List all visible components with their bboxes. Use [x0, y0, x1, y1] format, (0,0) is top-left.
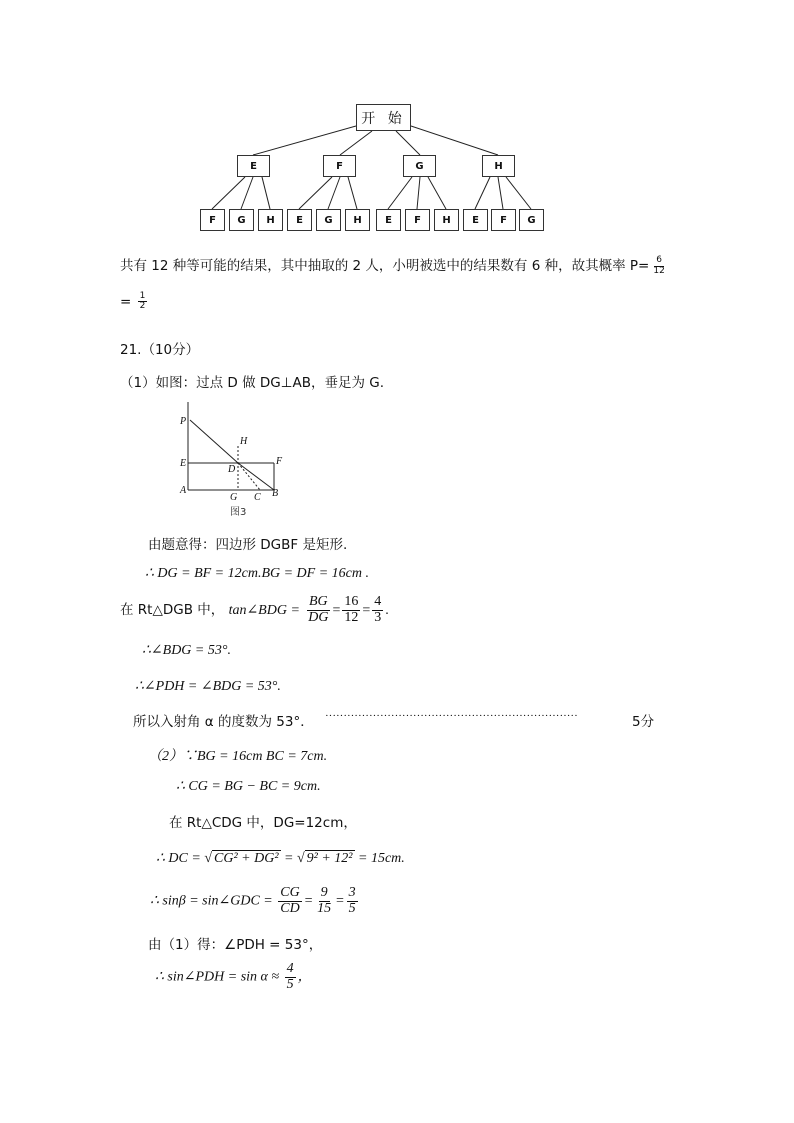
fig-label-g: G	[230, 492, 238, 503]
line-sin: ∴ sinβ = sin∠GDC = $\frac{CG}{CD}$ = $\frac{9}{15}$ = $\frac{3}{5}$	[150, 885, 356, 916]
tree-node-l2-3-2: G	[519, 209, 544, 231]
part2-bg: （2）∵BG = 16cm BC = 7cm.	[148, 749, 328, 764]
line-dc-radical-1: CG² + DG²	[214, 851, 279, 866]
line-rect: 由题意得：四边形 DGBF 是矩形.	[148, 537, 348, 553]
tan-fraction-1	[306, 595, 330, 625]
result-eq: =	[120, 293, 132, 310]
tan-fraction-2	[342, 595, 360, 625]
line-cdg: 在 Rt△CDG 中，DG=12cm，	[169, 815, 357, 831]
result-text: 共有 12 种等可能的结果，其中抽取的 2 人，小明被选中的结果数有 6 种，故其概率 P=	[120, 258, 650, 274]
fig-label-b: B	[272, 488, 279, 499]
dots-leader: ·····································································	[325, 710, 578, 722]
sin-f3-num: 3	[348, 885, 356, 900]
fig-label-h: H	[240, 436, 248, 447]
result-line-2	[120, 292, 149, 312]
tan-f3-num: 4	[374, 594, 382, 609]
tan-f2-den: 12	[344, 609, 359, 625]
tree-node-l2-1-1: G	[316, 209, 341, 231]
line-tan: 在 Rt△DGB 中， tan∠BDG = $\frac{BG}{DG}$ = $\frac{16}{12}$ = $\frac{4}{3}$ .	[120, 594, 389, 625]
fig-label-p: P	[180, 416, 187, 427]
tree-node-l2-3-1: F	[491, 209, 516, 231]
line-sinpdh-end: ，	[297, 969, 312, 985]
result-fraction-2	[138, 292, 148, 312]
tan-f1-den: DG	[308, 609, 329, 625]
q21-header: 21.（10分）	[120, 342, 200, 358]
result-fraction	[651, 256, 666, 276]
line-alpha: 所以入射角 α 的度数为 53°．	[133, 714, 314, 730]
sinpdh-f-den: 5	[286, 976, 294, 992]
tree-node-l2-0-2: H	[258, 209, 283, 231]
tan-f3-den: 3	[374, 609, 382, 625]
line-dc-lhs: ∴ DC =	[156, 851, 201, 866]
sin-f1-den: CD	[280, 900, 300, 916]
line-dc-radical-2: 9² + 12²	[306, 851, 353, 866]
result-fraction-den: 12	[653, 265, 665, 276]
tree-node-l2-2-1: F	[405, 209, 430, 231]
sinpdh-f-num: 4	[286, 961, 294, 976]
line-from1: 由（1）得：∠PDH = 53°，	[148, 937, 323, 953]
line-sinpdh-lhs: ∴ sin∠PDH = sin α ≈	[155, 969, 280, 985]
result-fraction-num: 6	[656, 255, 662, 266]
line-cg: ∴ CG = BG − BC = 9cm.	[176, 779, 321, 794]
tan-f1-num: BG	[308, 594, 328, 609]
tree-node-l2-0-0: F	[200, 209, 225, 231]
result-line	[120, 254, 669, 276]
line-tan-lhs: tan∠BDG =	[228, 603, 300, 619]
fig-label-f: F	[276, 456, 283, 467]
fig-caption: 图3	[230, 507, 247, 518]
line-tan-prefix: 在 Rt△DGB 中，	[120, 602, 225, 619]
sin-fraction-2	[315, 886, 333, 916]
fig-label-c: C	[254, 492, 261, 503]
line-dc: ∴ DC = √ CG² + DG² = √ 9² + 12² = 15cm.	[156, 851, 405, 866]
sin-f2-num: 9	[320, 885, 328, 900]
tree-node-l1-2: G	[403, 155, 436, 177]
line-sinpdh	[155, 962, 312, 992]
sin-fraction-1	[278, 886, 301, 916]
part1-intro: （1）如图：过点 D 做 DG⊥AB，垂足为 G.	[120, 375, 385, 391]
line-pdh: ∴∠PDH = ∠BDG = 53°.	[135, 679, 281, 694]
fig-label-e: E	[180, 458, 187, 469]
result-fraction-2-den: 2	[139, 301, 146, 312]
fig-label-d: D	[228, 464, 236, 475]
sin-fraction-3	[347, 886, 358, 916]
tree-root: 开 始	[356, 104, 411, 131]
tree-node-l2-1-0: E	[287, 209, 312, 231]
fig-label-a: A	[180, 485, 187, 496]
tree-node-l1-3: H	[482, 155, 515, 177]
sinpdh-fraction	[285, 962, 296, 992]
tree-node-l2-2-0: E	[376, 209, 401, 231]
sin-f3-den: 5	[348, 900, 356, 916]
tan-fraction-3	[372, 595, 383, 625]
tree-node-l1-1: F	[323, 155, 356, 177]
result-fraction-2-num: 1	[139, 291, 146, 301]
tree-node-l2-3-0: E	[463, 209, 488, 231]
score-label: 5分	[632, 714, 655, 730]
line-sin-lhs: ∴ sinβ = sin∠GDC =	[150, 893, 273, 909]
line-dc-rhs: = 15cm.	[358, 851, 405, 866]
sin-f1-num: CG	[280, 885, 300, 900]
tan-f2-num: 16	[344, 594, 359, 609]
tree-node-l1-0: E	[237, 155, 270, 177]
line-dg: ∴ DG = BF = 12cm.BG = DF = 16cm .	[145, 566, 369, 581]
figure-3	[170, 402, 300, 522]
sin-f2-den: 15	[317, 900, 332, 916]
line-bdg: ∴∠BDG = 53°.	[142, 643, 231, 658]
tree-node-l2-1-2: H	[345, 209, 370, 231]
line-dc-eq: =	[284, 851, 294, 866]
tree-node-l2-2-2: H	[434, 209, 459, 231]
tree-node-l2-0-1: G	[229, 209, 254, 231]
